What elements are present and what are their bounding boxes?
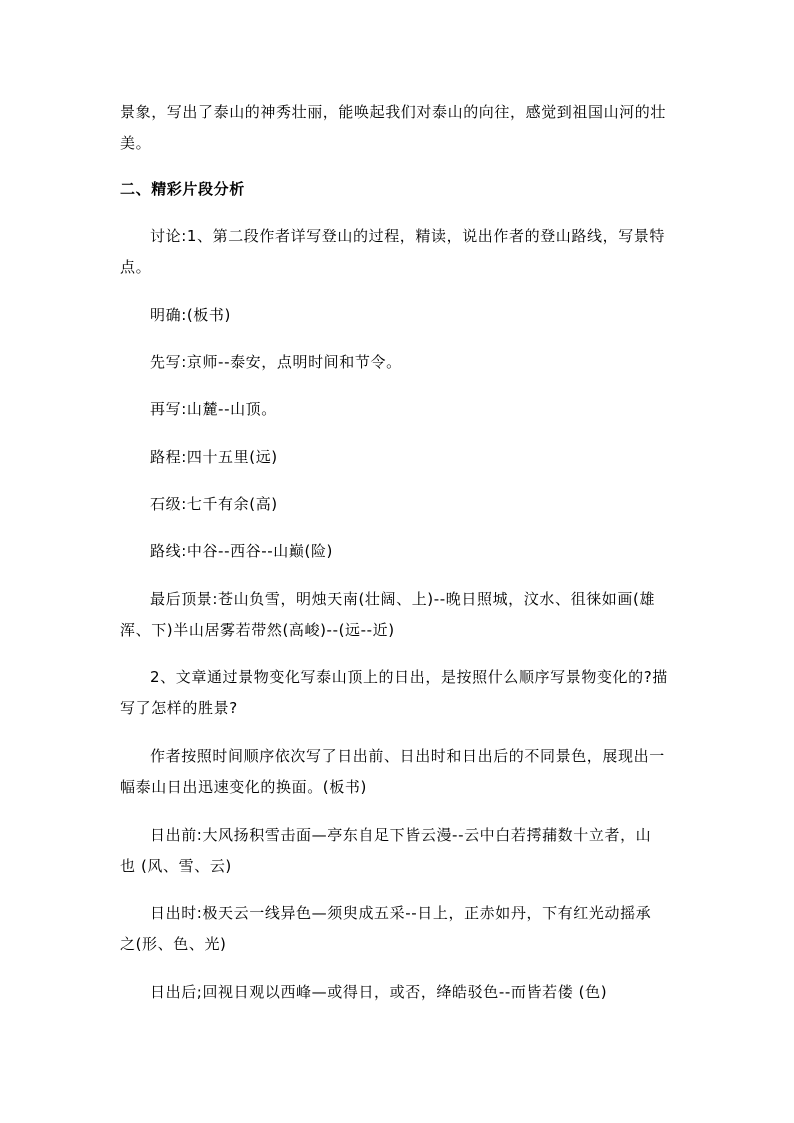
paragraph-line: 明确:(板书): [150, 306, 231, 324]
paragraph-line: 先写:京师--泰安，点明时间和节令。: [150, 353, 402, 371]
paragraph-line: 幅泰山日出迅速变化的换面。(板书): [120, 778, 367, 796]
section-heading: 二、精彩片段分析: [120, 180, 245, 198]
paragraph-line: 石级:七千有余(高): [150, 495, 278, 513]
paragraph-line: 日出后;回视日观以西峰—或得日，或否，绛皓驳色--而皆若偻 (色): [150, 983, 608, 1001]
paragraph-line: 之(形、色、光): [120, 935, 227, 953]
paragraph-line: 景象，写出了泰山的神秀壮丽，能唤起我们对泰山的向往，感觉到祖国山河的壮: [120, 103, 667, 121]
paragraph-line: 最后顶景:苍山负雪，明烛天南(壮阔、上)--晚日照城，汶水、徂徕如画(雄: [150, 590, 656, 608]
paragraph-line: 美。: [120, 134, 152, 152]
paragraph-line: 浑、下)半山居雾若带然(高峻)--(远--近): [120, 621, 395, 639]
paragraph-line: 也 (风、雪、云): [120, 857, 232, 875]
paragraph-line: 2、文章通过景物变化写泰山顶上的日出，是按照什么顺序写景物变化的?描: [150, 668, 668, 686]
paragraph-line: 日出前:大风扬积雪击面—亭东自足下皆云漫--云中白若摴蒱数十立者，山: [150, 826, 652, 844]
paragraph-line: 路线:中谷--西谷--山巅(险): [150, 542, 334, 560]
paragraph-line: 路程:四十五里(远): [150, 448, 278, 466]
paragraph-line: 作者按照时间顺序依次写了日出前、日出时和日出后的不同景色，展现出一: [150, 747, 665, 765]
paragraph-line: 写了怎样的胜景?: [120, 699, 238, 717]
paragraph-line: 再写:山麓--山顶。: [150, 400, 277, 418]
paragraph-line: 点。: [120, 258, 152, 276]
paragraph-line: 讨论:1、第二段作者详写登山的过程，精读，说出作者的登山路线，写景特: [150, 227, 666, 245]
paragraph-line: 日出时:极天云一线异色—须臾成五采--日上，正赤如丹，下有红光动摇承: [150, 904, 652, 922]
